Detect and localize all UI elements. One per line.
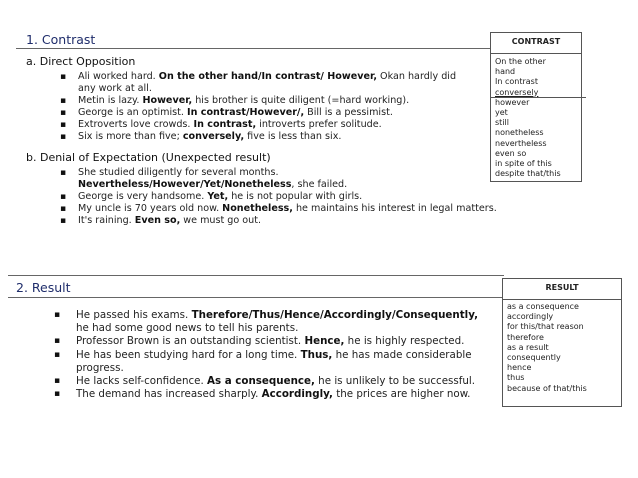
connector-item: nonetheless <box>495 128 544 138</box>
connector-item: hand <box>495 67 516 77</box>
list-item: ▪ Six is more than five; conversely, five is less than six. <box>54 131 456 143</box>
connector-item: for this/that reason <box>507 322 584 332</box>
result-connector-box <box>502 278 622 407</box>
direct-opposition-list <box>54 71 456 144</box>
connector-item: nevertheless <box>495 138 547 148</box>
list-item: ▪ It's raining. Even so, we must go out. <box>54 215 497 227</box>
connector-item: hence <box>507 363 532 373</box>
connector-item: because of that/this <box>507 383 587 393</box>
connector-item: still <box>495 118 509 128</box>
denial-of-expectation-list <box>54 167 497 227</box>
contrast-heading: 1. Contrast <box>26 32 96 47</box>
contrast-header-rule <box>16 48 490 49</box>
list-item: ▪ Extroverts love crowds. In contrast, introverts prefer solitude. <box>54 119 456 131</box>
result-box-title: RESULT <box>503 279 621 300</box>
result-header-rule <box>8 297 504 298</box>
connector-item: accordingly <box>507 312 554 322</box>
contrast-box-divider <box>490 97 586 98</box>
list-item: ▪ Ali worked hard. On the other hand/In contrast/ However, Okan hardly did any work at all. <box>54 71 456 95</box>
list-item: ▪ He has been studying hard for a long time. Thus, he has made considerable progress. <box>52 349 478 375</box>
connector-item: consequently <box>507 353 561 363</box>
connector-item: conversely <box>495 87 539 97</box>
connector-item: in spite of this <box>495 159 552 169</box>
result-section <box>0 275 624 415</box>
contrast-box-title: CONTRAST <box>491 33 581 54</box>
list-item: ▪ My uncle is 70 years old now. Nonetheless, he maintains his interest in legal matters. <box>54 203 497 215</box>
list-item: ▪ Professor Brown is an outstanding scientist. Hence, he is highly respected. <box>52 335 478 348</box>
connector-item: however <box>495 97 530 107</box>
list-item: ▪ He passed his exams. Therefore/Thus/Hence/Accordingly/Consequently, he had some good news to tell his parents. <box>52 309 478 335</box>
connector-item: On the other <box>495 57 546 66</box>
subheading-denial-of-expectation: b. Denial of Expectation (Unexpected result) <box>26 151 271 164</box>
result-header-rule <box>8 275 504 276</box>
result-heading: 2. Result <box>16 280 71 295</box>
connector-item: even so <box>495 148 527 158</box>
connector-item: In contrast <box>495 77 538 87</box>
connector-item: therefore <box>507 332 544 342</box>
connector-item: despite that/this <box>495 169 561 179</box>
list-item: ▪ George is an optimist. In contrast/However/, Bill is a pessimist. <box>54 107 456 119</box>
connector-item: yet <box>495 108 508 118</box>
contrast-connector-box <box>490 32 582 182</box>
contrast-section <box>0 30 586 240</box>
list-item: ▪ George is very handsome. Yet, he is not popular with girls. <box>54 191 497 203</box>
subheading-direct-opposition: a. Direct Opposition <box>26 55 136 68</box>
connector-item: thus <box>507 373 525 383</box>
result-list <box>52 309 478 401</box>
list-item: ▪ The demand has increased sharply. Accordingly, the prices are higher now. <box>52 388 478 401</box>
connector-item: as a consequence <box>507 302 579 311</box>
list-item: ▪ He lacks self-confidence. As a consequence, he is unlikely to be successful. <box>52 375 478 388</box>
list-item: ▪ Metin is lazy. However, his brother is quite diligent (=hard working). <box>54 95 456 107</box>
connector-item: as a result <box>507 342 549 352</box>
list-item: ▪ She studied diligently for several months. Nevertheless/However/Yet/Nonetheless, she failed. <box>54 167 497 191</box>
